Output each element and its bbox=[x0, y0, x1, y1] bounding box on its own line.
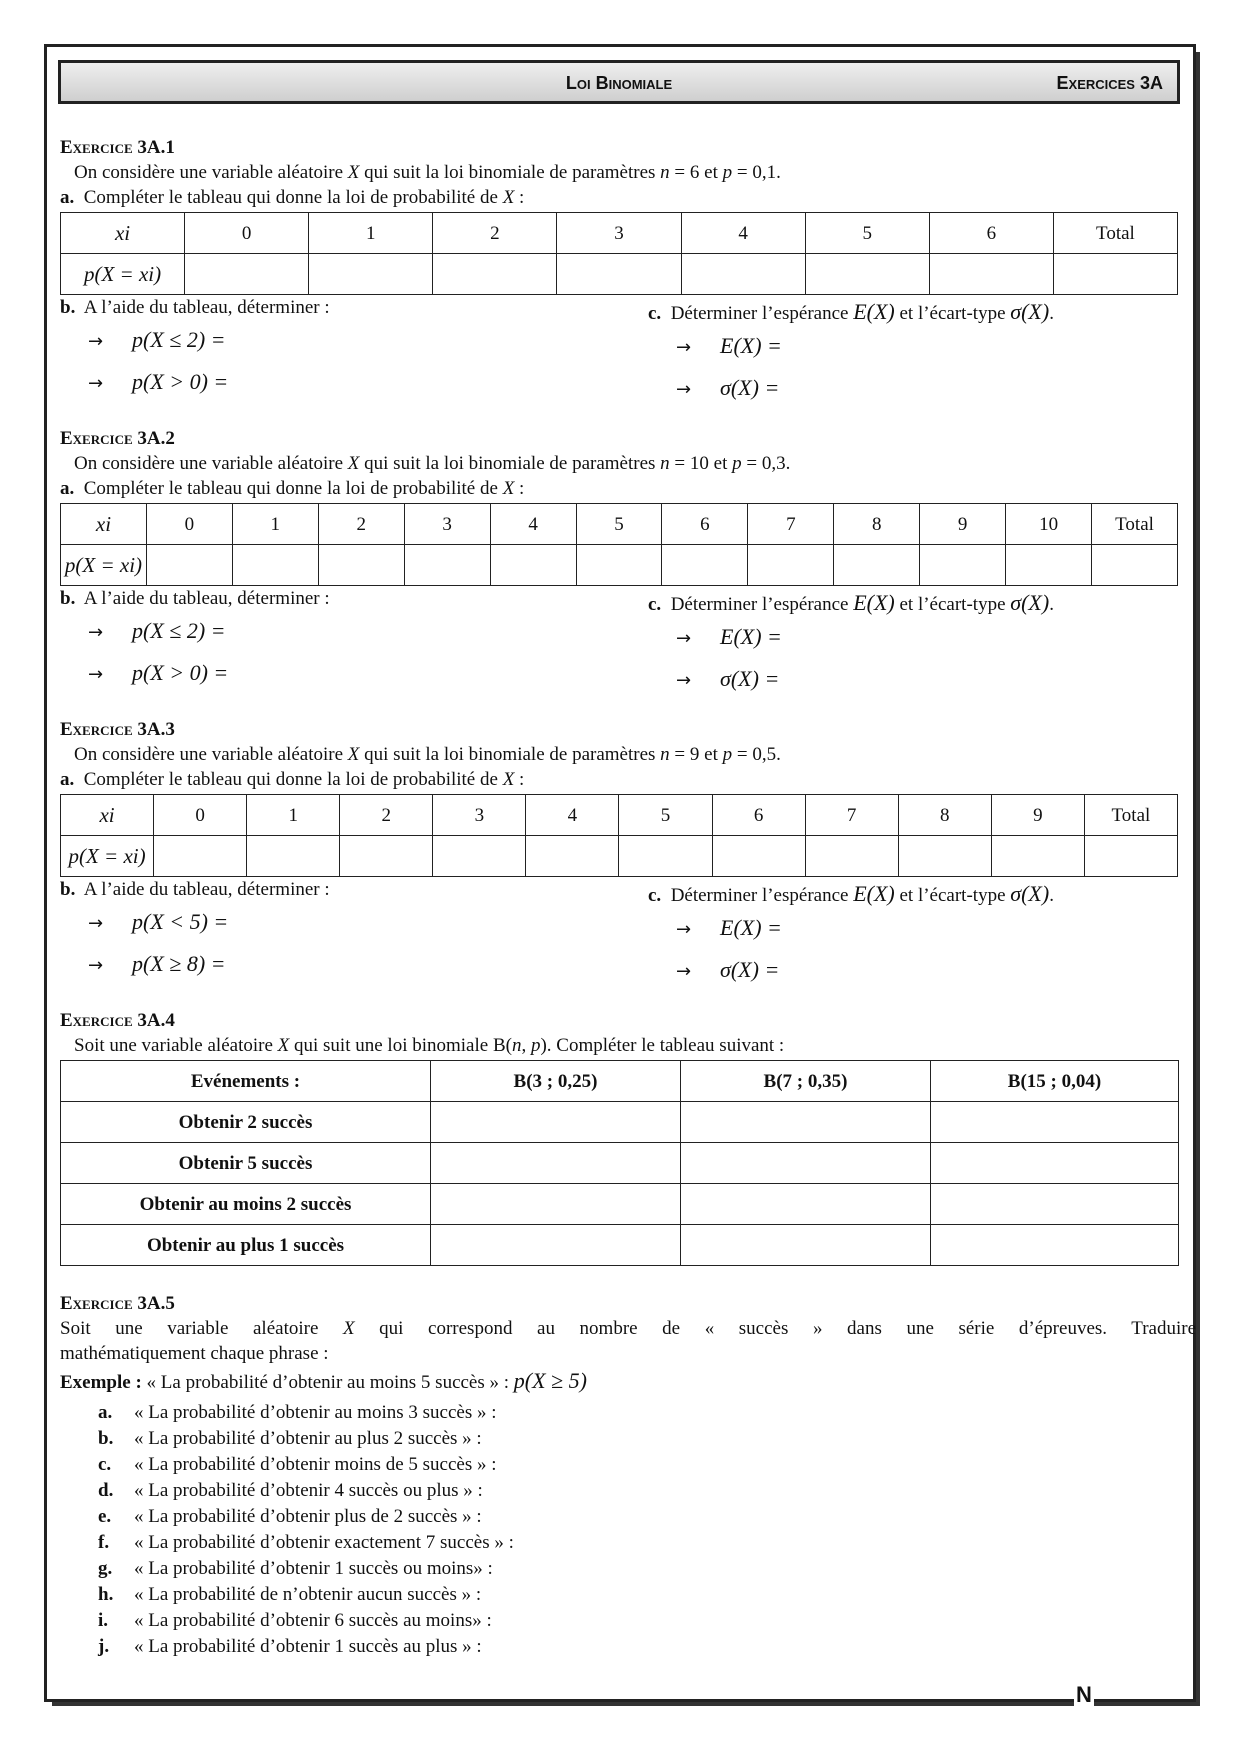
table-row-probabilities bbox=[61, 836, 1178, 877]
table-cell: 8 bbox=[834, 504, 920, 545]
table-cell: 4 bbox=[681, 213, 805, 254]
math-expression: p(X < 5) = bbox=[132, 909, 229, 934]
answer-cell[interactable] bbox=[154, 836, 247, 877]
question-c bbox=[648, 299, 1208, 410]
math-expression: E(X) = bbox=[720, 333, 782, 358]
intro-text: On considère une variable aléatoire bbox=[74, 453, 348, 474]
table-cell: 2 bbox=[433, 213, 557, 254]
table-cell: Total bbox=[1084, 795, 1177, 836]
item-letter: j. bbox=[98, 1636, 110, 1657]
exercise-1-table bbox=[60, 212, 1178, 295]
question-label: b. bbox=[60, 297, 76, 318]
answer-cell[interactable] bbox=[490, 545, 576, 586]
intro-text: qui suit la loi binomiale de paramètres bbox=[359, 162, 661, 183]
table-header: B(7 ; 0,35) bbox=[681, 1061, 931, 1102]
math-expression: E(X) = bbox=[720, 624, 782, 649]
param-p: p bbox=[722, 162, 733, 183]
exercise-1-intro bbox=[60, 160, 1196, 185]
math-expression: p(X ≥ 8) = bbox=[132, 951, 226, 976]
answer-cell[interactable] bbox=[805, 836, 898, 877]
answer-cell[interactable] bbox=[920, 545, 1006, 586]
answer-line[interactable] bbox=[648, 659, 1208, 701]
table-cell: Total bbox=[1053, 213, 1177, 254]
item-text: « La probabilité de n’obtenir aucun succès » : bbox=[134, 1584, 482, 1605]
question-text-end: : bbox=[514, 478, 525, 499]
answer-cell[interactable] bbox=[431, 1184, 681, 1225]
question-text-end: . bbox=[1049, 885, 1054, 906]
table-cell: 9 bbox=[920, 504, 1006, 545]
list-item[interactable] bbox=[60, 1556, 1196, 1582]
intro-text: , bbox=[521, 1035, 531, 1056]
exercise-3-table bbox=[60, 794, 1178, 877]
arrow-right-icon: → bbox=[88, 913, 104, 934]
intro-text: ). Compléter le tableau suivant : bbox=[540, 1035, 785, 1056]
math-expression: E(X) bbox=[853, 590, 895, 615]
answer-cell[interactable] bbox=[662, 545, 748, 586]
exercise-5-intro-line1 bbox=[60, 1316, 1196, 1341]
item-letter: d. bbox=[98, 1480, 114, 1501]
arrow-right-icon: → bbox=[676, 628, 692, 649]
item-letter: g. bbox=[98, 1558, 113, 1579]
list-item[interactable] bbox=[60, 1530, 1196, 1556]
exercise-4-intro bbox=[60, 1033, 1196, 1058]
math-expression: σ(X) = bbox=[720, 666, 780, 691]
param-p-value: = 0,5. bbox=[732, 744, 781, 765]
question-b bbox=[60, 295, 620, 404]
math-expression: p(X > 0) = bbox=[132, 369, 229, 394]
table-cell: 3 bbox=[433, 795, 526, 836]
item-text: « La probabilité d’obtenir 1 succès au plus » : bbox=[134, 1636, 482, 1657]
item-text: « La probabilité d’obtenir exactement 7 succès » : bbox=[134, 1532, 514, 1553]
math-expression: σ(X) bbox=[1010, 299, 1050, 324]
table-row-values bbox=[61, 504, 1178, 545]
event-label: Obtenir au plus 1 succès bbox=[61, 1225, 431, 1266]
table-row bbox=[61, 1225, 1179, 1266]
answer-cell[interactable] bbox=[431, 1143, 681, 1184]
question-c bbox=[648, 590, 1208, 701]
arrow-right-icon: → bbox=[676, 379, 692, 400]
table-cell: 1 bbox=[309, 213, 433, 254]
item-letter: b. bbox=[98, 1428, 114, 1449]
list-item[interactable] bbox=[60, 1426, 1196, 1452]
list-item[interactable] bbox=[60, 1582, 1196, 1608]
item-text: « La probabilité d’obtenir moins de 5 succès » : bbox=[134, 1454, 497, 1475]
question-text: A l’aide du tableau, déterminer : bbox=[83, 879, 330, 900]
answer-cell[interactable] bbox=[1006, 545, 1092, 586]
table-cell: 7 bbox=[748, 504, 834, 545]
answer-line[interactable] bbox=[60, 611, 620, 653]
math-expression: p(X ≤ 2) = bbox=[132, 618, 226, 643]
item-text: « La probabilité d’obtenir au plus 2 succès » : bbox=[134, 1428, 482, 1449]
table-header-row bbox=[61, 1061, 1179, 1102]
intro-var: X bbox=[347, 453, 360, 474]
answer-cell[interactable] bbox=[681, 1184, 931, 1225]
event-label: Obtenir 2 succès bbox=[61, 1102, 431, 1143]
question-label: c. bbox=[648, 885, 662, 906]
question-var: X bbox=[502, 187, 515, 208]
table-head-prob: p(X = xi) bbox=[61, 254, 185, 295]
arrow-right-icon: → bbox=[88, 622, 104, 643]
answer-cell[interactable] bbox=[898, 836, 991, 877]
table-header: B(15 ; 0,04) bbox=[931, 1061, 1179, 1102]
table-cell: 6 bbox=[662, 504, 748, 545]
table-row-probabilities bbox=[61, 254, 1178, 295]
answer-cell[interactable] bbox=[931, 1143, 1179, 1184]
exercise-5 bbox=[60, 1292, 1196, 1660]
example-text: « La probabilité d’obtenir au moins 5 succès » : bbox=[141, 1372, 514, 1393]
math-expression: E(X) = bbox=[720, 915, 782, 940]
table-row-probabilities bbox=[61, 545, 1178, 586]
exercise-5-intro-line2: mathématiquement chaque phrase : bbox=[60, 1343, 329, 1364]
answer-line[interactable] bbox=[60, 653, 620, 695]
item-text: « La probabilité d’obtenir 1 succès ou moins» : bbox=[134, 1558, 493, 1579]
table-head-xi: xi bbox=[61, 795, 154, 836]
answer-cell[interactable] bbox=[526, 836, 619, 877]
question-label: b. bbox=[60, 879, 76, 900]
answer-line[interactable] bbox=[60, 320, 620, 362]
page-header bbox=[58, 60, 1180, 104]
item-letter: c. bbox=[98, 1454, 112, 1475]
question-text-end: : bbox=[514, 769, 525, 790]
table-cell: 5 bbox=[805, 213, 929, 254]
frame-shadow-bottom bbox=[52, 1702, 1200, 1706]
question-text: A l’aide du tableau, déterminer : bbox=[83, 297, 330, 318]
intro-var: X bbox=[277, 1035, 290, 1056]
list-item[interactable] bbox=[60, 1478, 1196, 1504]
answer-cell[interactable] bbox=[557, 254, 681, 295]
math-expression: p(X > 0) = bbox=[132, 660, 229, 685]
math-expression: E(X) bbox=[853, 881, 895, 906]
worksheet-content bbox=[60, 136, 1196, 1660]
table-row bbox=[61, 1143, 1179, 1184]
math-expression: p(X ≥ 5) bbox=[513, 1368, 587, 1393]
table-header: Evénements : bbox=[61, 1061, 431, 1102]
table-cell: 6 bbox=[929, 213, 1053, 254]
question-label: a. bbox=[60, 769, 75, 790]
list-item[interactable] bbox=[60, 1634, 1196, 1660]
answer-cell[interactable] bbox=[309, 254, 433, 295]
answer-cell[interactable] bbox=[1092, 545, 1178, 586]
question-text: Compléter le tableau qui donne la loi de probabilité de bbox=[83, 769, 503, 790]
question-text-end: . bbox=[1049, 594, 1054, 615]
answer-cell[interactable] bbox=[681, 1102, 931, 1143]
table-head-xi: xi bbox=[61, 504, 147, 545]
table-cell: 6 bbox=[712, 795, 805, 836]
question-text: Déterminer l’espérance bbox=[670, 594, 854, 615]
param-p-value: = 0,3. bbox=[741, 453, 791, 474]
table-cell: 0 bbox=[154, 795, 247, 836]
arrow-right-icon: → bbox=[676, 919, 692, 940]
intro-text: On considère une variable aléatoire bbox=[74, 744, 348, 765]
answer-line[interactable] bbox=[648, 326, 1208, 368]
question-text: Déterminer l’espérance bbox=[670, 303, 854, 324]
answer-cell[interactable] bbox=[929, 254, 1053, 295]
exercise-1-title: Exercice 3A.1 bbox=[60, 137, 175, 158]
table-cell: 4 bbox=[526, 795, 619, 836]
table-cell: 0 bbox=[146, 504, 232, 545]
exercise-3-questions-bc bbox=[60, 877, 1196, 999]
question-text-end: : bbox=[514, 187, 525, 208]
question-b bbox=[60, 586, 620, 695]
header-section: Exercices 3A bbox=[1056, 73, 1163, 93]
event-label: Obtenir 5 succès bbox=[61, 1143, 431, 1184]
question-text: et l’écart-type bbox=[894, 303, 1011, 324]
exercise-4-table bbox=[60, 1060, 1179, 1266]
question-var: X bbox=[502, 478, 515, 499]
answer-cell[interactable] bbox=[340, 836, 433, 877]
table-header: B(3 ; 0,25) bbox=[431, 1061, 681, 1102]
table-cell: 8 bbox=[898, 795, 991, 836]
example-label: Exemple : bbox=[60, 1372, 142, 1393]
table-cell: 4 bbox=[490, 504, 576, 545]
item-letter: a. bbox=[98, 1402, 113, 1423]
table-cell: 10 bbox=[1006, 504, 1092, 545]
answer-cell[interactable] bbox=[1053, 254, 1177, 295]
arrow-right-icon: → bbox=[676, 337, 692, 358]
answer-cell[interactable] bbox=[146, 545, 232, 586]
table-cell: 2 bbox=[318, 504, 404, 545]
table-cell: 0 bbox=[185, 213, 309, 254]
table-head-prob: p(X = xi) bbox=[61, 836, 154, 877]
list-item[interactable] bbox=[60, 1608, 1196, 1634]
table-cell: Total bbox=[1092, 504, 1178, 545]
answer-line[interactable] bbox=[648, 908, 1208, 950]
question-c bbox=[648, 881, 1208, 992]
math-expression: E(X) bbox=[853, 299, 895, 324]
answer-cell[interactable] bbox=[931, 1102, 1179, 1143]
exercise-5-example bbox=[60, 1366, 1196, 1396]
answer-cell[interactable] bbox=[433, 254, 557, 295]
math-expression: σ(X) bbox=[1010, 881, 1050, 906]
param-n-value: = 10 et bbox=[669, 453, 733, 474]
answer-cell[interactable] bbox=[931, 1225, 1179, 1266]
answer-cell[interactable] bbox=[712, 836, 805, 877]
param-p-value: = 0,1. bbox=[732, 162, 781, 183]
answer-cell[interactable] bbox=[576, 545, 662, 586]
list-item[interactable] bbox=[60, 1452, 1196, 1478]
table-head-xi: xi bbox=[61, 213, 185, 254]
table-row-values bbox=[61, 213, 1178, 254]
exercise-1 bbox=[60, 136, 1196, 417]
answer-cell[interactable] bbox=[431, 1102, 681, 1143]
arrow-right-icon: → bbox=[88, 664, 104, 685]
exercise-3-intro bbox=[60, 742, 1196, 767]
intro-text: qui suit la loi binomiale de paramètres bbox=[359, 453, 661, 474]
question-label: b. bbox=[60, 588, 76, 609]
answer-cell[interactable] bbox=[318, 545, 404, 586]
question-label: a. bbox=[60, 478, 75, 499]
answer-cell[interactable] bbox=[431, 1225, 681, 1266]
answer-cell[interactable] bbox=[619, 836, 712, 877]
table-row-values bbox=[61, 795, 1178, 836]
answer-cell[interactable] bbox=[681, 1143, 931, 1184]
intro-var: X bbox=[342, 1318, 355, 1339]
answer-cell[interactable] bbox=[991, 836, 1084, 877]
exercise-2-intro bbox=[60, 451, 1196, 476]
table-row bbox=[61, 1184, 1179, 1225]
header-title: Loi Binomiale bbox=[565, 73, 673, 93]
question-text: Compléter le tableau qui donne la loi de probabilité de bbox=[83, 187, 503, 208]
arrow-right-icon: → bbox=[88, 373, 104, 394]
answer-cell[interactable] bbox=[247, 836, 340, 877]
table-cell: 1 bbox=[247, 795, 340, 836]
answer-cell[interactable] bbox=[748, 545, 834, 586]
item-letter: h. bbox=[98, 1584, 114, 1605]
param-p: p bbox=[732, 453, 742, 474]
question-label: a. bbox=[60, 187, 75, 208]
question-label: c. bbox=[648, 594, 662, 615]
intro-var: X bbox=[347, 744, 360, 765]
exercise-3 bbox=[60, 718, 1196, 999]
item-letter: f. bbox=[98, 1532, 110, 1553]
question-text: et l’écart-type bbox=[894, 594, 1011, 615]
answer-line[interactable] bbox=[60, 362, 620, 404]
item-letter: i. bbox=[98, 1610, 109, 1631]
answer-line[interactable] bbox=[648, 617, 1208, 659]
exercise-1-question-a bbox=[60, 185, 1196, 210]
arrow-right-icon: → bbox=[88, 955, 104, 976]
answer-cell[interactable] bbox=[805, 254, 929, 295]
param-n: n bbox=[511, 1035, 522, 1056]
answer-cell[interactable] bbox=[681, 254, 805, 295]
page-number: N bbox=[1076, 1682, 1092, 1707]
answer-cell[interactable] bbox=[681, 1225, 931, 1266]
item-letter: e. bbox=[98, 1506, 112, 1527]
exercise-2 bbox=[60, 427, 1196, 708]
intro-text: qui suit une loi binomiale B( bbox=[289, 1035, 512, 1056]
math-expression: σ(X) = bbox=[720, 375, 780, 400]
question-text: Compléter le tableau qui donne la loi de probabilité de bbox=[83, 478, 503, 499]
exercise-3-question-a bbox=[60, 767, 1196, 792]
table-cell: 5 bbox=[619, 795, 712, 836]
intro-text: Soit une variable aléatoire bbox=[74, 1035, 278, 1056]
exercise-4 bbox=[60, 1009, 1196, 1266]
question-label: c. bbox=[648, 303, 662, 324]
arrow-right-icon: → bbox=[88, 331, 104, 352]
answer-cell[interactable] bbox=[1084, 836, 1177, 877]
param-p: p bbox=[530, 1035, 541, 1056]
answer-line[interactable] bbox=[60, 944, 620, 986]
exercise-3-title: Exercice 3A.3 bbox=[60, 719, 175, 740]
arrow-right-icon: → bbox=[676, 961, 692, 982]
param-p: p bbox=[722, 744, 733, 765]
exercise-2-title: Exercice 3A.2 bbox=[60, 428, 175, 449]
question-text: Déterminer l’espérance bbox=[670, 885, 854, 906]
exercise-2-questions-bc bbox=[60, 586, 1196, 708]
param-n: n bbox=[660, 453, 670, 474]
answer-line[interactable] bbox=[60, 902, 620, 944]
intro-text: qui suit la loi binomiale de paramètres bbox=[359, 744, 661, 765]
item-text: « La probabilité d’obtenir plus de 2 succès » : bbox=[134, 1506, 482, 1527]
question-text: et l’écart-type bbox=[894, 885, 1011, 906]
intro-text: On considère une variable aléatoire bbox=[74, 162, 348, 183]
arrow-right-icon: → bbox=[676, 670, 692, 691]
math-expression: p(X ≤ 2) = bbox=[132, 327, 226, 352]
math-expression: σ(X) = bbox=[720, 957, 780, 982]
intro-var: X bbox=[347, 162, 360, 183]
table-cell: 5 bbox=[576, 504, 662, 545]
table-cell: 7 bbox=[805, 795, 898, 836]
question-b bbox=[60, 877, 620, 986]
question-text: A l’aide du tableau, déterminer : bbox=[83, 588, 330, 609]
item-text: « La probabilité d’obtenir au moins 3 succès » : bbox=[134, 1402, 497, 1423]
answer-cell[interactable] bbox=[185, 254, 309, 295]
table-head-prob: p(X = xi) bbox=[61, 545, 147, 586]
item-text: « La probabilité d’obtenir 6 succès au moins» : bbox=[134, 1610, 492, 1631]
table-cell: 2 bbox=[340, 795, 433, 836]
answer-cell[interactable] bbox=[931, 1184, 1179, 1225]
exercise-5-title: Exercice 3A.5 bbox=[60, 1293, 175, 1314]
answer-cell[interactable] bbox=[404, 545, 490, 586]
param-n-value: = 6 et bbox=[669, 162, 723, 183]
table-cell: 3 bbox=[404, 504, 490, 545]
exercise-4-title: Exercice 3A.4 bbox=[60, 1010, 175, 1031]
item-text: « La probabilité d’obtenir 4 succès ou plus » : bbox=[134, 1480, 483, 1501]
answer-line[interactable] bbox=[648, 950, 1208, 992]
exercise-2-table bbox=[60, 503, 1178, 586]
table-cell: 1 bbox=[232, 504, 318, 545]
list-item[interactable] bbox=[60, 1504, 1196, 1530]
answer-cell[interactable] bbox=[433, 836, 526, 877]
param-n-value: = 9 et bbox=[669, 744, 723, 765]
answer-cell[interactable] bbox=[232, 545, 318, 586]
question-var: X bbox=[502, 769, 515, 790]
answer-line[interactable] bbox=[648, 368, 1208, 410]
math-expression: σ(X) bbox=[1010, 590, 1050, 615]
list-item[interactable] bbox=[60, 1400, 1196, 1426]
exercise-2-question-a bbox=[60, 476, 1196, 501]
param-n: n bbox=[660, 744, 670, 765]
intro-text: qui correspond au nombre de « succès » dans une série d’épreuves. Traduire bbox=[354, 1318, 1196, 1339]
exercise-5-items bbox=[60, 1400, 1196, 1660]
event-label: Obtenir au moins 2 succès bbox=[61, 1184, 431, 1225]
table-row bbox=[61, 1102, 1179, 1143]
answer-cell[interactable] bbox=[834, 545, 920, 586]
question-text-end: . bbox=[1049, 303, 1054, 324]
param-n: n bbox=[660, 162, 670, 183]
table-cell: 9 bbox=[991, 795, 1084, 836]
intro-text: Soit une variable aléatoire bbox=[60, 1318, 343, 1339]
exercise-1-questions-bc bbox=[60, 295, 1196, 417]
table-cell: 3 bbox=[557, 213, 681, 254]
